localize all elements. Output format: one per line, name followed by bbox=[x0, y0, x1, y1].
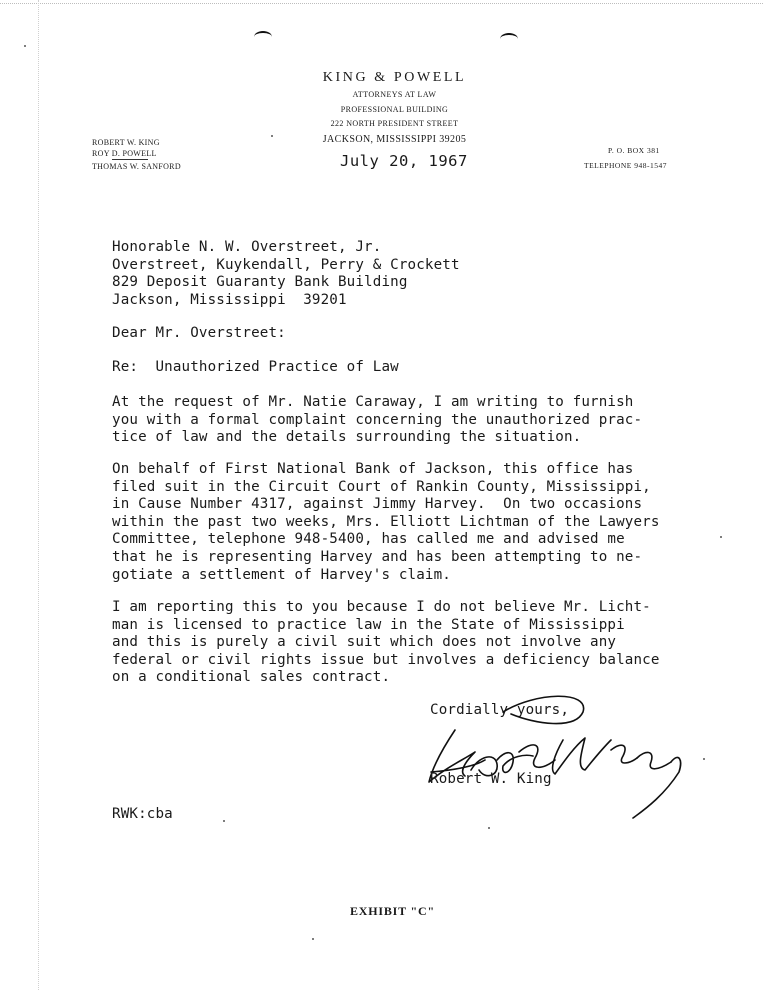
body-line: Committee, telephone 948-5400, has called me and advised me bbox=[112, 531, 625, 548]
letterhead-city: JACKSON, MISSISSIPPI 39205 bbox=[322, 134, 467, 145]
ink-speck bbox=[312, 938, 314, 940]
partner-name: ROY D. POWELL bbox=[92, 149, 157, 158]
po-box: P. O. BOX 381 bbox=[608, 146, 660, 155]
body-line: and this is purely a civil suit which does not involve any bbox=[112, 634, 617, 651]
body-line: you with a formal complaint concerning the unauthorized prac- bbox=[112, 411, 643, 428]
punch-hole-left-icon bbox=[254, 31, 272, 43]
body-line: man is licensed to practice law in the State of Mississippi bbox=[112, 616, 625, 633]
partner-divider bbox=[112, 159, 148, 160]
subject-line: Re: Unauthorized Practice of Law bbox=[112, 359, 399, 375]
ink-speck bbox=[24, 45, 26, 47]
body-line: On behalf of First National Bank of Jackson, this office has bbox=[112, 461, 634, 477]
address-line: 829 Deposit Guaranty Bank Building bbox=[112, 274, 408, 291]
handwritten-signature bbox=[415, 690, 695, 820]
body-line: that he is representing Harvey and has been attempting to ne- bbox=[112, 548, 643, 565]
punch-hole-right-icon bbox=[500, 33, 518, 45]
address-line: Overstreet, Kuykendall, Perry & Crockett bbox=[112, 256, 460, 273]
address-line: Jackson, Mississippi 39201 bbox=[112, 291, 347, 308]
body-paragraph bbox=[112, 461, 660, 584]
signer-name: Robert W. King bbox=[430, 771, 552, 787]
ink-speck bbox=[720, 536, 722, 538]
body-line: filed suit in the Circuit Court of Rankin County, Mississippi, bbox=[112, 478, 651, 495]
ink-speck bbox=[271, 135, 273, 137]
ink-speck bbox=[223, 820, 225, 822]
partner-name: THOMAS W. SANFORD bbox=[92, 162, 181, 171]
firm-name: KING & POWELL bbox=[322, 70, 467, 85]
letter-date: July 20, 1967 bbox=[340, 152, 468, 170]
body-line: federal or civil rights issue but involves a deficiency balance bbox=[112, 651, 660, 668]
letterhead-line-2: PROFESSIONAL BUILDING bbox=[340, 105, 449, 114]
body-paragraph bbox=[112, 599, 660, 687]
body-line: in Cause Number 4317, against Jimmy Harvey. On two occasions bbox=[112, 496, 643, 513]
body-line: I am reporting this to you because I do not believe Mr. Licht- bbox=[112, 599, 651, 615]
partner-name: ROBERT W. KING bbox=[92, 138, 160, 147]
body-line: At the request of Mr. Natie Caraway, I am writing to furnish bbox=[112, 394, 634, 410]
body-line: within the past two weeks, Mrs. Elliott Lichtman of the Lawyers bbox=[112, 513, 660, 530]
body-line: on a conditional sales contract. bbox=[112, 669, 391, 686]
typist-initials: RWK:cba bbox=[112, 806, 173, 822]
body-line: gotiate a settlement of Harvey's claim. bbox=[112, 566, 451, 583]
body-paragraph bbox=[112, 394, 642, 447]
address-line: Honorable N. W. Overstreet, Jr. bbox=[112, 239, 382, 255]
page-left-border bbox=[38, 0, 39, 990]
letterhead-line-3: 222 NORTH PRESIDENT STREET bbox=[330, 119, 459, 128]
telephone: TELEPHONE 948-1547 bbox=[584, 161, 667, 170]
ink-speck bbox=[488, 827, 490, 829]
ink-speck bbox=[703, 758, 705, 760]
recipient-address bbox=[112, 239, 460, 309]
closing: Cordially yours, bbox=[430, 702, 570, 718]
salutation: Dear Mr. Overstreet: bbox=[112, 325, 286, 341]
page-top-border bbox=[0, 3, 763, 4]
body-line: tice of law and the details surrounding the situation. bbox=[112, 429, 582, 446]
letterhead-line-1: ATTORNEYS AT LAW bbox=[352, 90, 437, 99]
exhibit-label: EXHIBIT "C" bbox=[350, 904, 435, 918]
